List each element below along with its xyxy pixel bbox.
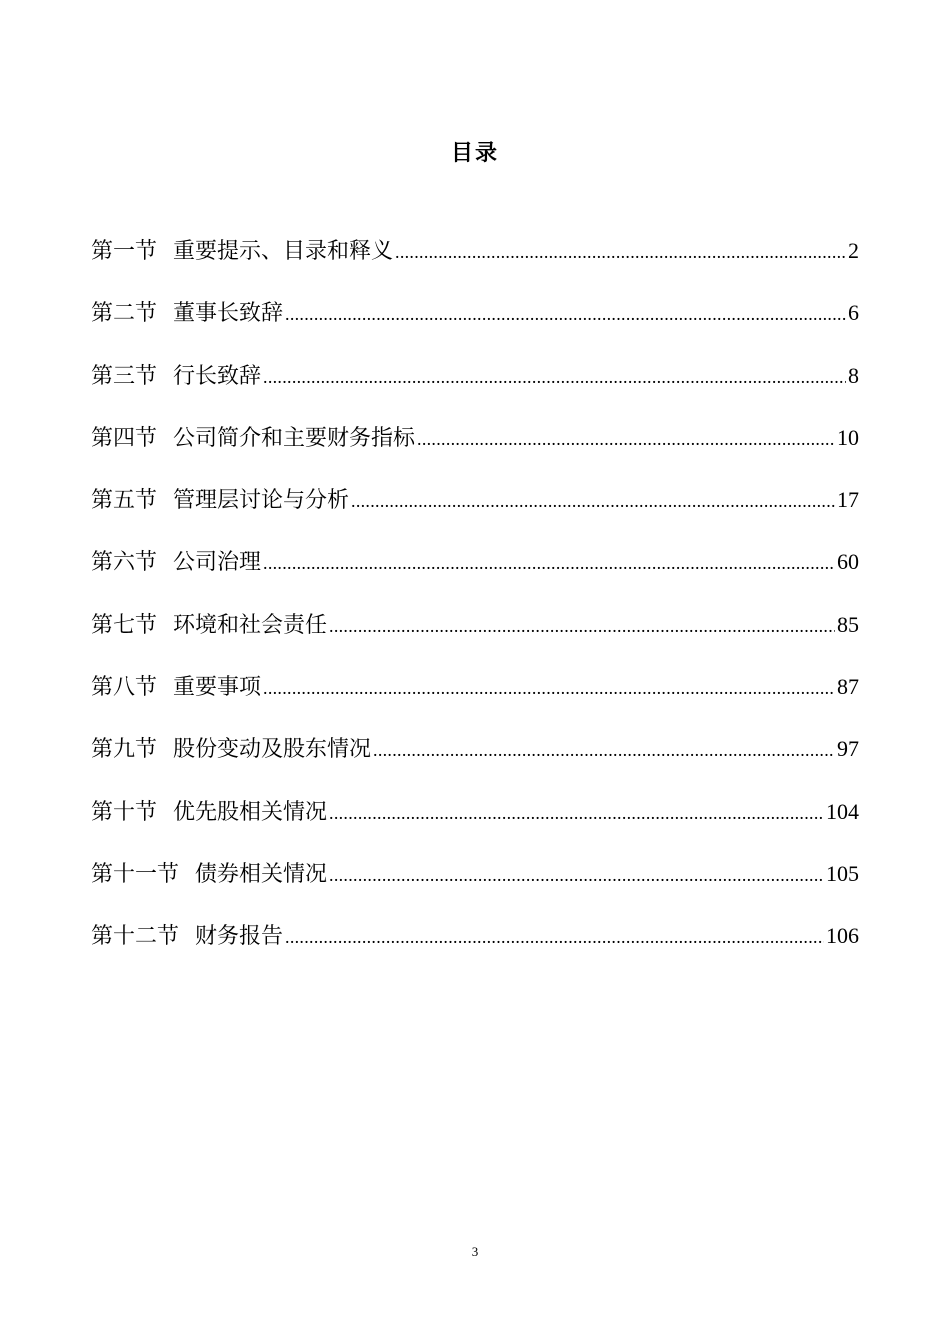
toc-entry[interactable]	[91, 672, 859, 734]
toc-section-title: 重要提示、目录和释义	[173, 239, 394, 264]
toc-dot-leader	[373, 735, 835, 765]
toc-section-title: 优先股相关情况	[173, 799, 328, 825]
toc-section-number: 第九节	[91, 737, 158, 763]
toc-entry[interactable]	[91, 610, 859, 672]
toc-page-number: 105	[826, 860, 859, 886]
toc-entry[interactable]	[91, 423, 859, 485]
toc-dot-leader	[285, 922, 824, 952]
table-of-contents	[91, 236, 859, 984]
toc-entry[interactable]	[91, 485, 859, 547]
toc-section-number: 第十一节	[91, 861, 180, 887]
toc-page-number: 85	[837, 611, 859, 637]
toc-section-title: 环境和社会责任	[173, 612, 328, 638]
toc-dot-leader	[329, 860, 824, 890]
toc-entry[interactable]	[91, 236, 859, 298]
toc-page-number: 6	[848, 300, 859, 326]
toc-section-number: 第一节	[91, 239, 158, 264]
toc-page-number: 87	[837, 674, 859, 700]
toc-page-number: 60	[837, 549, 859, 575]
toc-section-number: 第六节	[91, 550, 158, 576]
toc-page-number: 10	[837, 424, 859, 450]
toc-section-title: 股份变动及股东情况	[173, 737, 372, 763]
toc-section-title: 公司治理	[173, 550, 262, 576]
toc-section-number: 第四节	[91, 425, 158, 451]
toc-section-number: 第八节	[91, 675, 158, 701]
toc-page-number: 8	[848, 362, 859, 388]
toc-entry[interactable]	[91, 734, 859, 796]
toc-section-title: 董事长致辞	[173, 301, 284, 327]
toc-section-title: 债券相关情况	[195, 861, 328, 887]
toc-title: 目录	[450, 140, 499, 166]
toc-section-title: 公司简介和主要财务指标	[173, 425, 416, 451]
toc-entry[interactable]	[91, 298, 859, 360]
footer-page-number: 3	[471, 1244, 479, 1259]
toc-section-number: 第五节	[91, 488, 158, 514]
toc-dot-leader	[395, 237, 846, 267]
toc-section-title: 行长致辞	[173, 363, 262, 389]
toc-section-title: 重要事项	[173, 675, 262, 701]
toc-dot-leader	[417, 424, 835, 454]
toc-dot-leader	[263, 548, 835, 578]
toc-page-number: 2	[848, 238, 859, 263]
toc-dot-leader	[329, 611, 835, 641]
toc-section-title: 财务报告	[195, 924, 284, 950]
toc-entry[interactable]	[91, 921, 859, 983]
toc-page-number: 17	[837, 487, 859, 513]
toc-page-number: 104	[826, 798, 859, 824]
toc-section-number: 第二节	[91, 301, 158, 327]
toc-dot-leader	[263, 673, 835, 703]
toc-section-number: 第三节	[91, 363, 158, 389]
toc-dot-leader	[351, 486, 835, 516]
toc-dot-leader	[263, 362, 846, 392]
toc-entry[interactable]	[91, 859, 859, 921]
toc-page-number: 97	[837, 736, 859, 762]
toc-dot-leader	[285, 299, 846, 329]
toc-entry[interactable]	[91, 797, 859, 859]
toc-entry[interactable]	[91, 547, 859, 609]
toc-section-title: 管理层讨论与分析	[173, 488, 350, 514]
toc-entry[interactable]	[91, 361, 859, 423]
toc-section-number: 第十节	[91, 799, 158, 825]
toc-section-number: 第七节	[91, 612, 158, 638]
toc-page-number: 106	[826, 923, 859, 949]
toc-section-number: 第十二节	[91, 924, 180, 950]
toc-dot-leader	[329, 798, 824, 828]
